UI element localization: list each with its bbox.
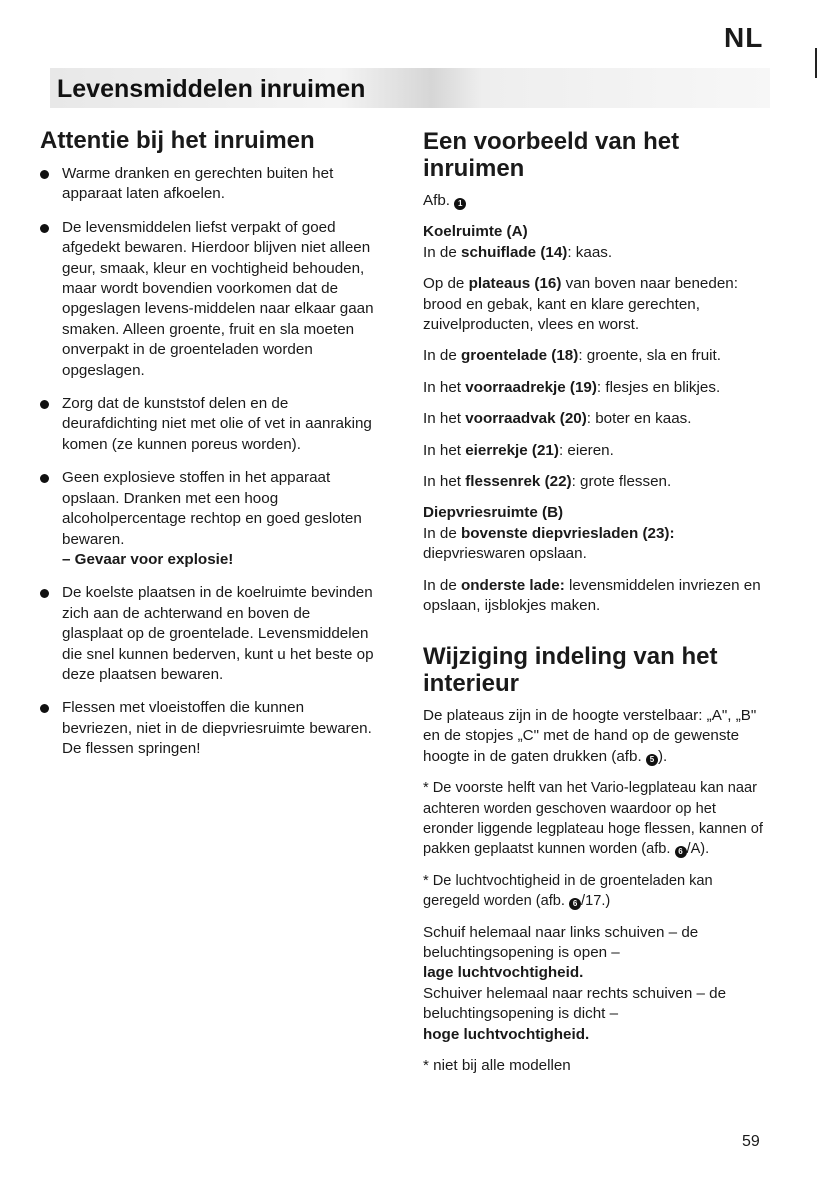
bullet-icon: [40, 170, 49, 179]
figure-number-icon: 6: [569, 898, 581, 910]
onderste-text: In de onderste lade: levensmiddelen invriezen en opslaan, ijsblokjes maken.: [423, 576, 761, 615]
right-heading-example: Een voorbeeld van het inruimen: [423, 128, 680, 182]
vario-text: * De voorste helft van het Vario-legplateau kan naar achteren worden geschoven waardoor op het eronder liggende legplateau hoge flessen, kannen of pakken geplaatst kunnen worden (afb. 6 /A).: [423, 780, 763, 858]
bullet-list: [40, 164, 375, 773]
eierrekje-text: In het eierrekje (21): eieren.: [423, 441, 614, 459]
groentelade-text: In de groentelade (18): groente, sla en fruit.: [423, 347, 721, 365]
koelruimte-title: Koelruimte (A): [423, 223, 528, 241]
list-item: Geen explosieve stoffen in het apparaat opslaan. Dranken met een hoog alcoholpercentage rechtop en goed gesloten bewaren. – Gevaar voor explosie!: [40, 468, 375, 570]
luchtvochtigheid-text: * De luchtvochtigheid in de groenteladen kan geregeld worden (afb. 6 /17.): [423, 872, 713, 910]
banner-title: Levensmiddelen inruimen: [57, 75, 366, 103]
bovenste-text: In de bovenste diepvriesladen (23): diepvrieswaren opslaan.: [423, 524, 675, 563]
voorraadrekje-text: In het voorraadrekje (19): flesjes en blikjes.: [423, 378, 721, 396]
bullet-icon: [40, 400, 49, 409]
hoge-luchtvochtigheid: hoge luchtvochtigheid.: [423, 1025, 590, 1043]
footnote: * niet bij alle modellen: [423, 1057, 571, 1075]
figure-number-icon: 6: [675, 846, 687, 858]
right-column-top: [423, 191, 763, 628]
bullet-icon: [40, 224, 49, 233]
schuif-rechts-text: Schuiver helemaal naar rechts schuiven – de beluchtingsopening is dicht –: [423, 984, 727, 1023]
language-code: NL: [724, 22, 764, 53]
left-heading: Attentie bij het inruimen: [40, 127, 315, 154]
list-item: Flessen met vloeistoffen die kunnen bevriezen, niet in de diepvriesruimte bewaren. De flessen springen!: [40, 698, 375, 759]
figure-number-icon: 5: [646, 754, 658, 766]
schuiflade-text: In de schuiflade (14): kaas.: [423, 243, 613, 261]
list-item: De levensmiddelen liefst verpakt of goed afgedekt bewaren. Hierdoor blijven niet alleen geur, smaak, kleur en vochtigheid behouden, maar wordt bovendien voorkomen dat de opgeslagen levens-middelen naar elkaar gaan smaken. Alleen groente, fruit en sla moeten onverpakt in de groenteladen worden opgeslagen.: [40, 218, 375, 381]
list-item: De koelste plaatsen in de koelruimte bevinden zich aan de achterwand en boven de glasplaat op de groentelade. Levensmiddelen die snel kunnen bederven, kunt u het beste op deze plaatsen bewaren.: [40, 583, 375, 685]
right-heading-wijziging: Wijziging indeling van het interieur: [423, 643, 718, 697]
right-margin-rule: [815, 48, 817, 78]
right-column-bottom: [423, 706, 763, 1088]
list-item: Warme dranken en gerechten buiten het apparaat laten afkoelen.: [40, 164, 375, 205]
bullet-icon: [40, 474, 49, 483]
flessenrek-text: In het flessenrek (22): grote flessen.: [423, 473, 672, 491]
page-number: 59: [742, 1133, 760, 1150]
voorraadvak-text: In het voorraadvak (20): boter en kaas.: [423, 410, 692, 428]
bullet-icon: [40, 589, 49, 598]
plateaus-text: Op de plateaus (16) van boven naar beneden: brood en gebak, kant en klare gerechten, zuivelproducten, vlees en worst.: [423, 275, 738, 334]
plateaus-adjust-text: De plateaus zijn in de hoogte verstelbaar: „A", „B" en de stopjes „C" met de hand op de gewenste hoogte in de gaten drukken (afb. 5 ).: [423, 707, 757, 765]
diepvries-title: Diepvriesruimte (B): [423, 504, 564, 522]
figure-number-icon: 1: [454, 198, 466, 210]
explosion-warning: – Gevaar voor explosie!: [62, 550, 234, 568]
lage-luchtvochtigheid: lage luchtvochtigheid.: [423, 964, 584, 982]
list-item: Zorg dat de kunststof delen en de deurafdichting niet met olie of vet in aanraking komen (ze kunnen poreus worden).: [40, 394, 375, 455]
figure-ref: Afb.: [423, 192, 451, 209]
schuif-links-text: Schuif helemaal naar links schuiven – de beluchtingsopening is open –: [423, 923, 699, 962]
bullet-icon: [40, 704, 49, 713]
